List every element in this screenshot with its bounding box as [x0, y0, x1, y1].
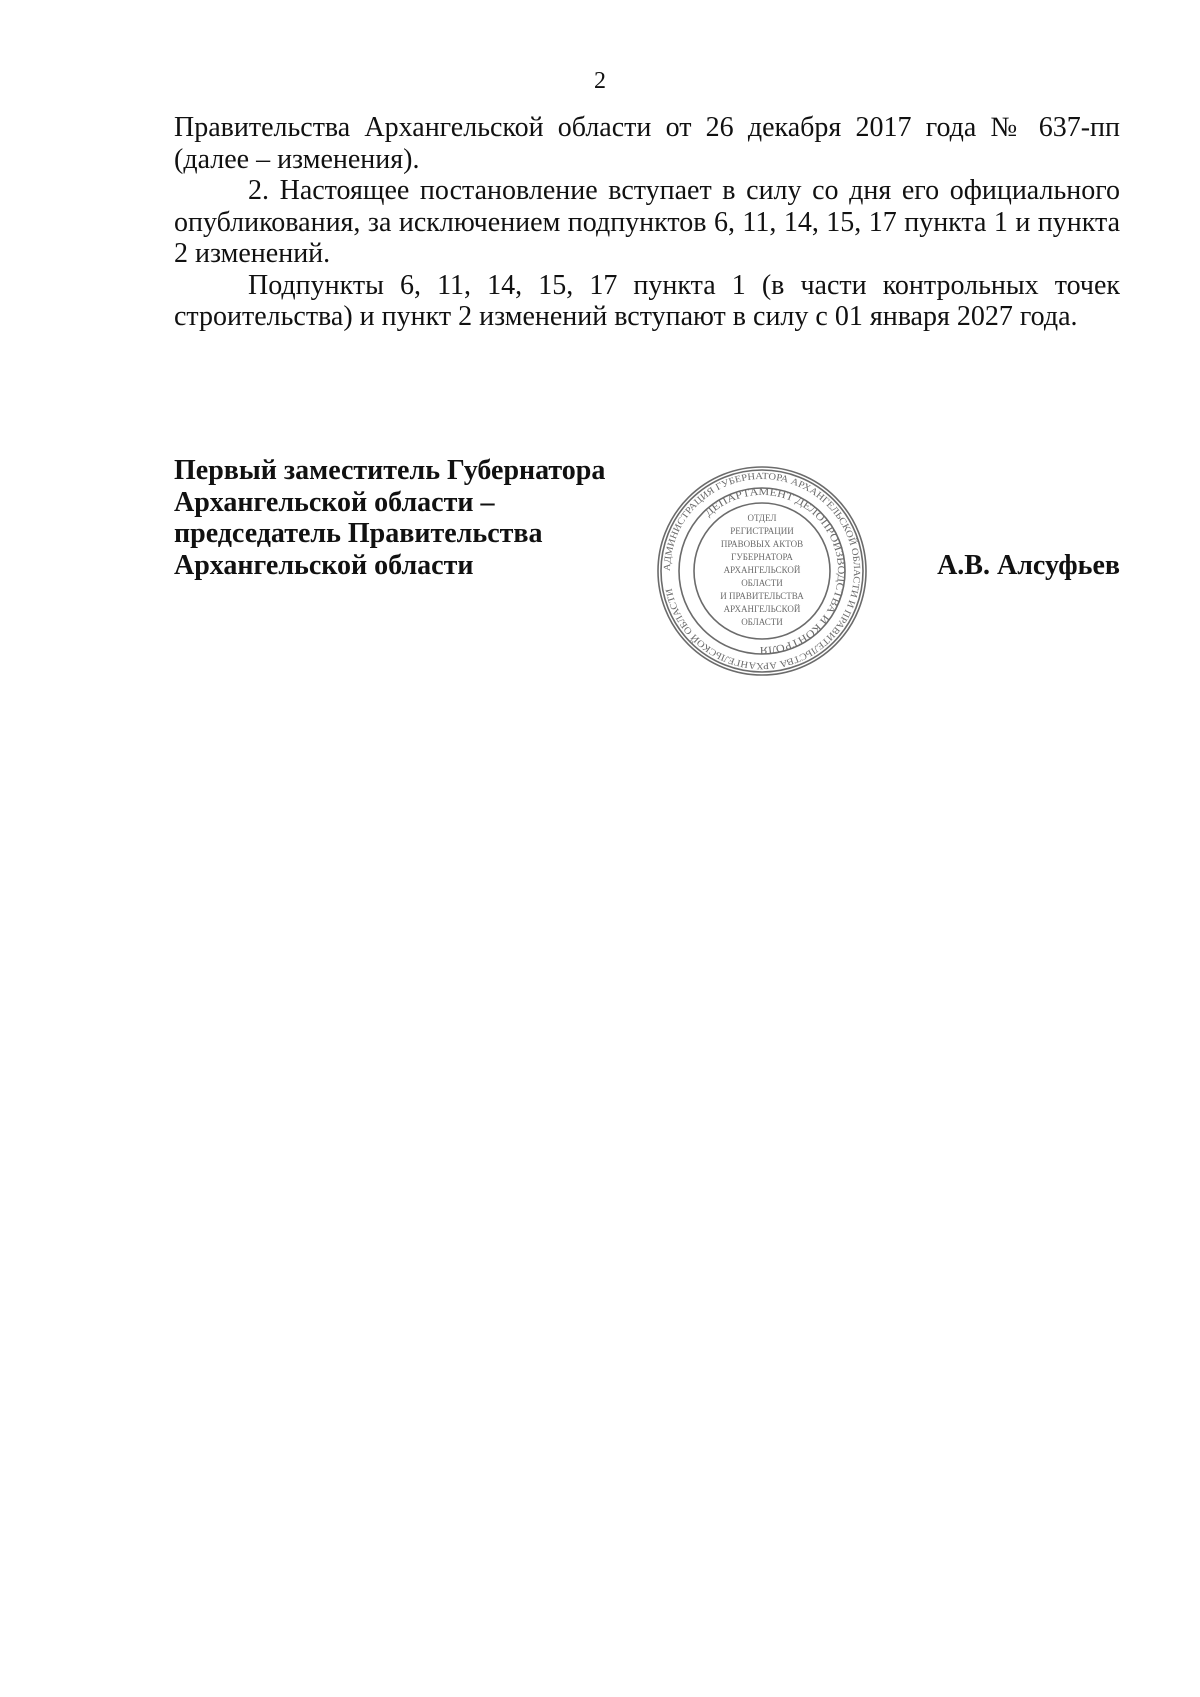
seal-center-line: ОТДЕЛ: [747, 513, 777, 523]
official-seal: [656, 465, 868, 677]
signatory-name: А.В. Алсуфьев: [937, 550, 1120, 581]
seal-center-line: АРХАНГЕЛЬСКОЙ: [723, 565, 801, 575]
signatory-title-line: Архангельской области –: [174, 486, 495, 518]
seal-center-line: ОБЛАСТИ: [741, 578, 783, 588]
signatory-title: [174, 455, 605, 581]
paragraph-effective-date: 2. Настоящее постановление вступает в силу со дня его официального опубликования, за исключением подпунктов 6, 11, 14, 15, 17 пункта 1 и пункта 2 изменений.: [174, 175, 1120, 269]
seal-center-line: АРХАНГЕЛЬСКОЙ: [723, 604, 801, 614]
seal-center-line: ОБЛАСТИ: [741, 617, 783, 627]
paragraph-subpoints-effective: Подпункты 6, 11, 14, 15, 17 пункта 1 (в части контрольных точек строительства) и пункт 2 изменений вступают в силу с 01 января 2027 года.: [174, 269, 1120, 332]
seal-center-line: ГУБЕРНАТОРА: [731, 552, 793, 562]
seal-outer-text: АДМИНИСТРАЦИЯ ГУБЕРНАТОРА АРХАНГЕЛЬСКОЙ ОБЛАСТИ И ПРАВИТЕЛЬСТВА АРХАНГЕЛЬСКОЙ ОБЛАСТИ: [662, 471, 862, 671]
document-body: [174, 112, 1120, 333]
seal-center-line: РЕГИСТРАЦИИ: [730, 526, 794, 536]
seal-ring-text: ДЕПАРТАМЕНТ ДЕЛОПРОИЗВОДСТВА И КОНТРОЛЯ: [703, 486, 847, 656]
signatory-title-line: Первый заместитель Губернатора: [174, 455, 606, 486]
seal-graphic: [656, 465, 868, 677]
signatory-title-line: Архангельской области: [174, 549, 474, 581]
paragraph-continuation: Правительства Архангельской области от 26 декабря 2017 года № 637-пп (далее – изменения).: [174, 112, 1120, 175]
signatory-title-line: председатель Правительства: [174, 518, 543, 549]
seal-center-line: И ПРАВИТЕЛЬСТВА: [720, 591, 804, 601]
page-number: 2: [594, 68, 606, 94]
seal-center-line: ПРАВОВЫХ АКТОВ: [720, 539, 804, 549]
